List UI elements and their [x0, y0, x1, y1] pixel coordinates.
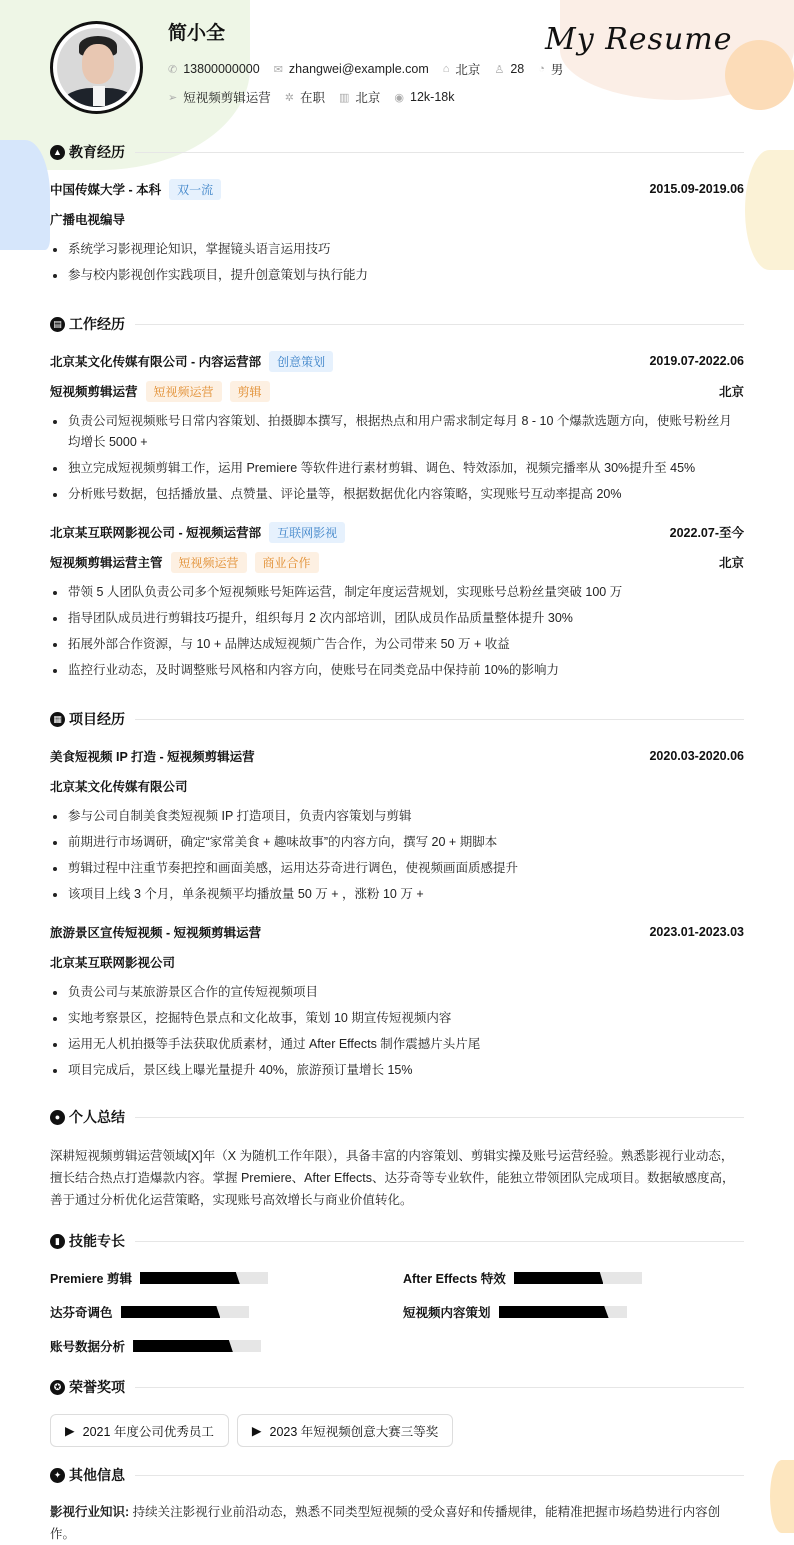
skills-section	[50, 1229, 744, 1358]
list-item: 分析账号数据，包括播放量、点赞量、评论量等，根据数据优化内容策略，实现账号互动率提高 20%	[50, 481, 744, 507]
resume-header	[50, 0, 744, 140]
role-tag: 剪辑	[230, 381, 270, 402]
user-icon: ●	[50, 1110, 65, 1125]
bullet-list	[50, 408, 744, 507]
status: 在职	[299, 91, 325, 105]
skill-level-bar	[140, 1272, 268, 1284]
major: 广播电视编导	[50, 213, 126, 227]
list-item: 参与公司自制美食类短视频 IP 打造项目，负责内容策划与剪辑	[50, 803, 744, 829]
project-name: 美食短视频 IP 打造 - 短视频剪辑运营	[50, 750, 255, 764]
play-icon: ▶	[65, 1424, 75, 1438]
chart-icon: ▮	[50, 1234, 65, 1249]
contact-row	[168, 60, 563, 78]
skill-item	[403, 1266, 744, 1290]
role: 短视频剪辑运营	[50, 385, 138, 399]
salary: 12k-18k	[410, 90, 455, 104]
role: 短视频剪辑运营主管	[50, 556, 163, 570]
project-company-row	[50, 947, 744, 977]
company: 北京某互联网影视公司 - 短视频运营部	[50, 526, 262, 540]
date: 2015.09-2019.06	[649, 182, 744, 196]
summary-text: 深耕短视频剪辑运营领域[X]年（X 为随机工作年限），具备丰富的内容策划、剪辑实操及账号运营经验。熟悉影视行业动态，擅长结合热点打造爆款内容。掌握 Premiere、After Effects、达芬奇等专业软件，能独立带领团队完成项目。数据敏感度高，善于通过分析优化运营策略，实现账号高效增长与商业价值转化。	[50, 1149, 735, 1207]
position: 短视频剪辑运营	[183, 91, 271, 105]
work-role-row	[50, 376, 744, 406]
project-item	[50, 917, 744, 1083]
skill-level-fill	[499, 1306, 609, 1318]
date: 2023.01-2023.03	[649, 925, 744, 939]
skill-level-bar	[499, 1306, 627, 1318]
phone-icon: ✆	[168, 63, 178, 76]
skill-name: 达芬奇调色	[50, 1306, 113, 1320]
section-title: 项目经历	[69, 711, 125, 727]
list-item: 带领 5 人团队负责公司多个短视频账号矩阵运营，制定年度运营规划，实现账号总粉丝量突破 100 万	[50, 579, 744, 605]
info-icon: ✦	[50, 1468, 65, 1483]
date: 2019.07-2022.06	[649, 354, 744, 368]
work-item	[50, 346, 744, 507]
award-icon: ✪	[50, 1380, 65, 1395]
section-title: 其他信息	[69, 1467, 125, 1483]
honors-section	[50, 1375, 744, 1447]
city: 北京	[718, 556, 744, 570]
honor-label: 2023 年短视频创意大赛三等奖	[269, 1424, 439, 1439]
role-tag: 短视频运营	[146, 381, 222, 402]
candidate-name: 简小全	[168, 23, 226, 44]
work-title-row	[50, 517, 744, 547]
list-item: 剪辑过程中注重节奏把控和画面美感，运用达芬奇进行调色，使视频画面质感提升	[50, 855, 744, 881]
list-item: 独立完成短视频剪辑工作，运用 Premiere 等软件进行素材剪辑、调色、特效添加，视频完播率从 30%提升至 45%	[50, 455, 744, 481]
projects-section	[50, 707, 744, 1083]
city: 北京	[718, 385, 744, 399]
honor-label: 2021 年度公司优秀员工	[82, 1424, 214, 1439]
section-title: 技能专长	[69, 1233, 125, 1249]
salary-icon: ◉	[394, 91, 404, 104]
status-icon: ✲	[284, 91, 294, 104]
building-icon: ▥	[338, 91, 350, 104]
skill-level-bar	[121, 1306, 249, 1318]
company: 北京某互联网影视公司	[50, 956, 176, 970]
honor-item[interactable]	[237, 1414, 453, 1447]
list-item: 参与校内影视创作实践项目，提升创意策划与执行能力	[50, 262, 744, 288]
skill-item	[50, 1266, 403, 1290]
decor-flower-bottom-icon	[770, 1460, 794, 1533]
list-item: 实地考察景区，挖掘特色景点和文化故事，策划 10 期宣传短视频内容	[50, 1005, 744, 1031]
list-item: 项目完成后，景区线上曝光量提升 40%，旅游预订量增长 15%	[50, 1057, 744, 1083]
bullet-list	[50, 979, 744, 1083]
school-tag: 双一流	[169, 179, 221, 200]
skill-level-bar	[133, 1340, 261, 1352]
list-item: 前期进行市场调研，确定“家常美食 + 趣味故事”的内容方向，撰写 20 + 期脚本	[50, 829, 744, 855]
section-title: 个人总结	[69, 1109, 125, 1125]
work-item	[50, 517, 744, 683]
grid-icon: ▦	[50, 712, 65, 727]
date: 2022.07-至今	[669, 526, 744, 540]
my-resume-title: My Resume	[545, 22, 733, 57]
home-icon: ⌂	[442, 63, 450, 75]
work-role-row	[50, 547, 744, 577]
date: 2020.03-2020.06	[649, 749, 744, 763]
other-label: 影视行业知识:	[50, 1505, 130, 1519]
work-title-row	[50, 346, 744, 376]
gender-icon: ◔	[538, 63, 545, 75]
project-company-row	[50, 771, 744, 801]
role-tag: 短视频运营	[171, 552, 247, 573]
summary-section	[50, 1105, 744, 1211]
section-title: 工作经历	[69, 316, 125, 332]
list-item: 监控行业动态，及时调整账号风格和内容方向，使账号在同类竞品中保持前 10%的影响力	[50, 657, 744, 683]
age-icon: ♙	[494, 63, 505, 76]
company-tag: 互联网影视	[269, 522, 345, 543]
project-title-row	[50, 741, 744, 771]
skill-item	[403, 1300, 744, 1324]
job-intent-row	[168, 88, 454, 106]
project-title-row	[50, 917, 744, 947]
skill-level-fill	[140, 1272, 240, 1284]
graduation-cap-icon: ▲	[50, 145, 65, 160]
mail-icon: ✉	[273, 63, 283, 76]
work-section	[50, 312, 744, 683]
school: 中国传媒大学 - 本科	[50, 183, 162, 197]
role-tag: 商业合作	[255, 552, 319, 573]
list-item: 负责公司短视频账号日常内容策划、拍摄脚本撰写，根据热点和用户需求制定每月 8 - 10 个爆款选题方向，使账号粉丝月均增长 5000 +	[50, 408, 744, 455]
skill-name: 账号数据分析	[50, 1340, 126, 1354]
decor-blue-leaf-icon	[0, 140, 50, 250]
list-item: 拓展外部合作资源，与 10 + 品牌达成短视频广告合作，为公司带来 50 万 + 收益	[50, 631, 744, 657]
project-name: 旅游景区宣传短视频 - 短视频剪辑运营	[50, 926, 262, 940]
project-item	[50, 741, 744, 907]
skill-name: After Effects 特效	[403, 1272, 506, 1286]
section-title: 荣誉奖项	[69, 1379, 125, 1395]
list-item: 该项目上线 3 个月，单条视频平均播放量 50 万 + ，涨粉 10 万 +	[50, 881, 744, 907]
skill-item	[50, 1300, 403, 1324]
honor-item[interactable]	[50, 1414, 229, 1447]
skill-name: 短视频内容策划	[403, 1306, 491, 1320]
gender: 男	[550, 63, 564, 77]
list-item: 负责公司与某旅游景区合作的宣传短视频项目	[50, 979, 744, 1005]
skill-item	[50, 1334, 403, 1358]
company: 北京某文化传媒有限公司 - 内容运营部	[50, 355, 262, 369]
skill-level-fill	[121, 1306, 221, 1318]
email: zhangwei@example.com	[288, 62, 429, 76]
avatar	[50, 21, 143, 114]
skill-level-fill	[514, 1272, 604, 1284]
bullet-list	[50, 579, 744, 683]
skill-level-fill	[133, 1340, 233, 1352]
company-tag: 创意策划	[269, 351, 333, 372]
company: 北京某文化传媒有限公司	[50, 780, 188, 794]
send-icon: ➢	[168, 91, 178, 104]
list-item: 运用无人机拍摄等手法获取优质素材，通过 After Effects 制作震撼片头片尾	[50, 1031, 744, 1057]
list-item: 系统学习影视理论知识，掌握镜头语言运用技巧	[50, 236, 744, 262]
location: 北京	[455, 63, 481, 77]
section-title: 教育经历	[69, 144, 125, 160]
other-text: 持续关注影视行业前沿动态，熟悉不同类型短视频的受众喜好和传播规律，能精准把握市场趋势进行内容创作。	[50, 1505, 721, 1541]
education-section	[50, 140, 744, 288]
decor-yellow-blob	[745, 150, 794, 270]
phone: 13800000000	[183, 62, 260, 76]
list-item: 指导团队成员进行剪辑技巧提升，组织每月 2 次内部培训，团队成员作品质量整体提升 30%	[50, 605, 744, 631]
briefcase-icon: ▤	[50, 317, 65, 332]
age: 28	[510, 62, 525, 76]
play-icon: ▶	[251, 1424, 262, 1438]
bullet-list	[50, 803, 744, 907]
city: 北京	[355, 91, 381, 105]
skill-level-bar	[514, 1272, 642, 1284]
skill-name: Premiere 剪辑	[50, 1272, 132, 1286]
